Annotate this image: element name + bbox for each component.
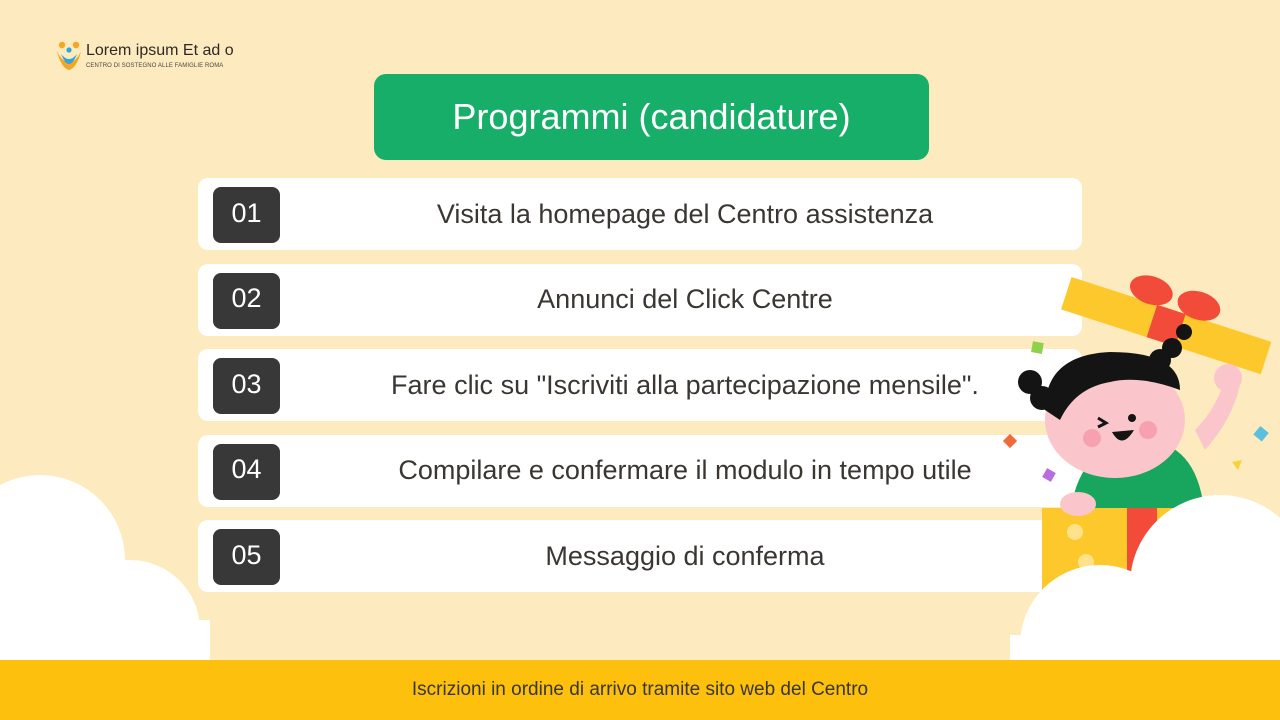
step-text: Fare clic su "Iscriviti alla partecipazione mensile". (391, 369, 979, 400)
page-title: Programmi (candidature) (452, 96, 851, 137)
step-number: 03 (213, 358, 280, 414)
cloud-left-decoration (0, 470, 210, 670)
step-text: Compilare e confermare il modulo in tempo utile (398, 455, 972, 485)
step-number: 02 (213, 273, 280, 329)
step-number: 01 (213, 187, 280, 243)
step-item (198, 435, 1082, 507)
title-banner (374, 74, 929, 160)
step-item (198, 178, 1082, 250)
logo (55, 40, 234, 74)
footer-bar (0, 660, 1280, 720)
family-logo-icon (55, 40, 83, 74)
step-item (198, 349, 1082, 421)
step-number: 04 (213, 444, 280, 500)
logo-name: Lorem ipsum Et ad o (86, 42, 234, 59)
step-item (198, 264, 1082, 336)
step-number: 05 (213, 529, 280, 585)
logo-subtitle: CENTRO DI SOSTEGNO ALLE FAMIGLIE ROMA (86, 63, 224, 69)
step-text: Visita la homepage del Centro assistenza (436, 198, 934, 229)
footer-text: Iscrizioni in ordine di arrivo tramite sito web del Centro (411, 679, 869, 700)
cloud-right-decoration (1010, 495, 1280, 665)
step-text: Annunci del Click Centre (537, 284, 833, 314)
step-item (198, 520, 1082, 592)
step-text: Messaggio di conferma (545, 540, 825, 571)
steps-list (198, 178, 1082, 606)
